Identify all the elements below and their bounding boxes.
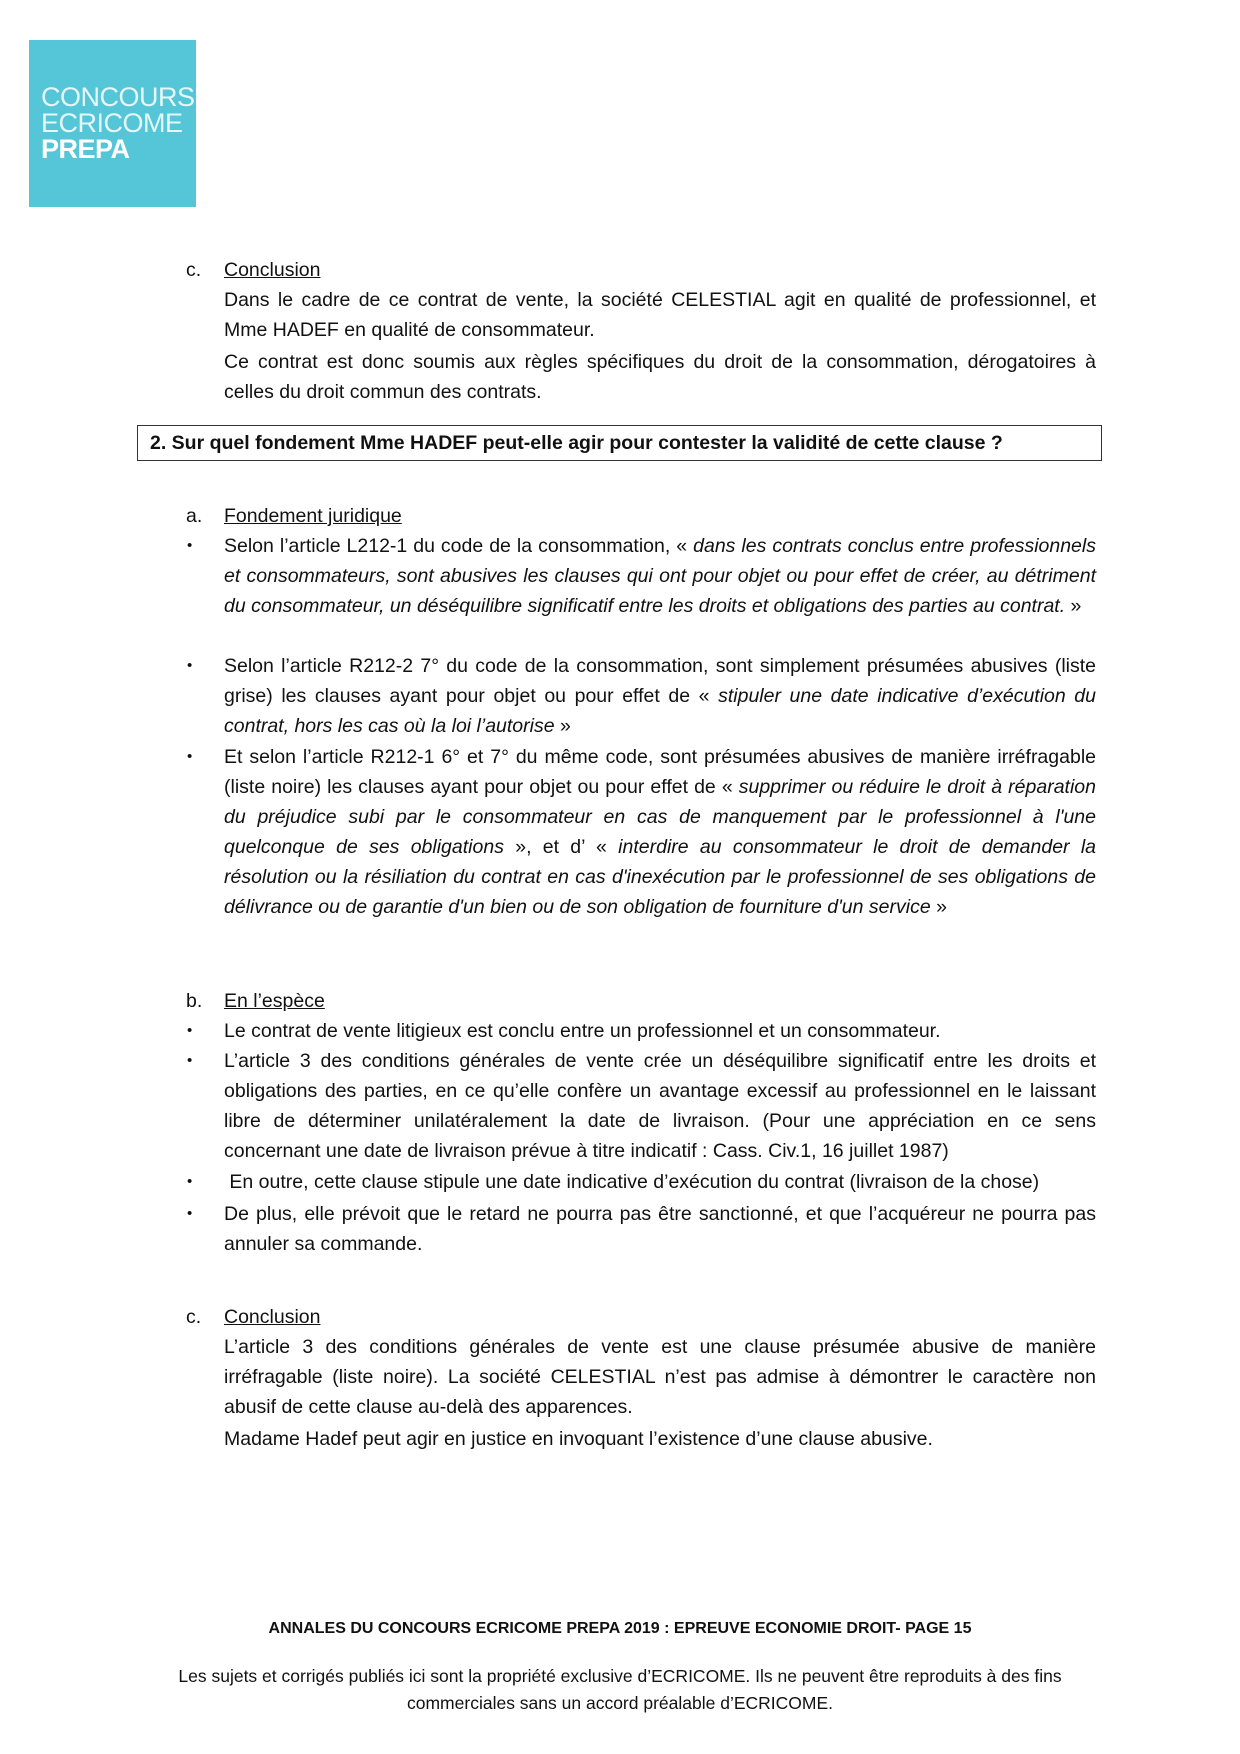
question-text: 2. Sur quel fondement Mme HADEF peut-elle agir pour contester la validité de cette clause ? (150, 432, 1003, 454)
paragraph: Madame Hadef peut agir en justice en invoquant l’existence d’une clause abusive. (224, 1428, 933, 1450)
ecricome-logo (29, 40, 196, 207)
section-marker: c. (186, 1306, 202, 1328)
section-marker: c. (186, 259, 202, 281)
section-marker: b. (186, 990, 203, 1012)
paragraph: Dans le cadre de ce contrat de vente, la société CELESTIAL agit en qualité de professionnel, et Mme HADEF en qualité de consommateur. (224, 289, 1096, 341)
section-heading: Conclusion (224, 259, 321, 281)
bullet-icon: • (187, 1173, 193, 1190)
list-item: L’article 3 des conditions générales de vente crée un déséquilibre significatif entre les droits et obligations des parties, en ce qu’elle confère un avantage excessif au professionnel en le laissant libre de déterminer unilatéralement la date de livraison. (Pour une appréciation en ce sens concernant une date de livraison prévue à titre indicatif : Cass. Civ.1, 16 juillet 1987) (224, 1050, 1096, 1162)
bullet-icon: • (187, 1052, 193, 1069)
list-item: Selon l’article R212-2 7° du code de la consommation, sont simplement présumées abusives (liste grise) les clauses ayant pour objet ou pour effet de « stipuler une date indicative d’exécution du contrat, hors les cas où la loi l’autorise » (224, 655, 1096, 737)
paragraph: L’article 3 des conditions générales de vente est une clause présumée abusive de manière irréfragable (liste noire). La société CELESTIAL n’est pas admise à démontrer le caractère non abusif de cette clause au-delà des apparences. (224, 1336, 1096, 1418)
list-item: En outre, cette clause stipule une date indicative d’exécution du contrat (livraison de la chose) (224, 1171, 1040, 1193)
footer-title: ANNALES DU CONCOURS ECRICOME PREPA 2019 : EPREUVE ECONOMIE DROIT- PAGE 15 (268, 1620, 972, 1637)
section-heading: En l’espèce (224, 990, 325, 1012)
paragraph: Ce contrat est donc soumis aux règles spécifiques du droit de la consommation, dérogatoires à celles du droit commun des contrats. (224, 351, 1096, 403)
section-heading: Conclusion (224, 1306, 321, 1328)
bullet-icon: • (187, 1205, 193, 1222)
question-box (137, 425, 1102, 461)
list-item: Et selon l’article R212-1 6° et 7° du même code, sont présumées abusives de manière irréfragable (liste noire) les clauses ayant pour objet ou pour effet de « supprimer ou réduire le droit à réparation du préjudice subi par le consommateur en cas de manquement par le professionnel à l'une quelconque de ses obligations », et d’ « interdire au consommateur le droit de demander la résolution ou la résiliation du contrat en cas d'inexécution par le professionnel de ses obligations de délivrance ou de garantie d'un bien ou de son obligation de fourniture d'un service » (224, 746, 1096, 918)
list-item: De plus, elle prévoit que le retard ne pourra pas être sanctionné, et que l’acquéreur ne pourra pas annuler sa commande. (224, 1203, 1096, 1255)
logo-line-prepa: PREPA (41, 134, 130, 164)
section-marker: a. (186, 505, 203, 527)
bullet-icon: • (187, 1022, 193, 1039)
section-heading: Fondement juridique (224, 505, 402, 527)
bullet-icon: • (187, 537, 193, 554)
logo-line-ecricome: ECRICOME (41, 108, 183, 138)
list-item: Selon l’article L212-1 du code de la consommation, « dans les contrats conclus entre professionnels et consommateurs, sont abusives les clauses qui ont pour objet ou pour effet de créer, au détriment du consommateur, un déséquilibre significatif entre les droits et obligations des parties au contrat. » (224, 535, 1096, 617)
bullet-icon: • (187, 657, 193, 674)
footer-notice: Les sujets et corrigés publiés ici sont la propriété exclusive d’ECRICOME. Ils ne peuvent être reproduits à des fins commerciales sans un accord préalable d’ECRICOME. (178, 1666, 1062, 1713)
list-item: Le contrat de vente litigieux est conclu entre un professionnel et un consommateur. (224, 1020, 941, 1042)
logo-line-concours: CONCOURS (41, 82, 195, 112)
bullet-icon: • (187, 748, 193, 765)
